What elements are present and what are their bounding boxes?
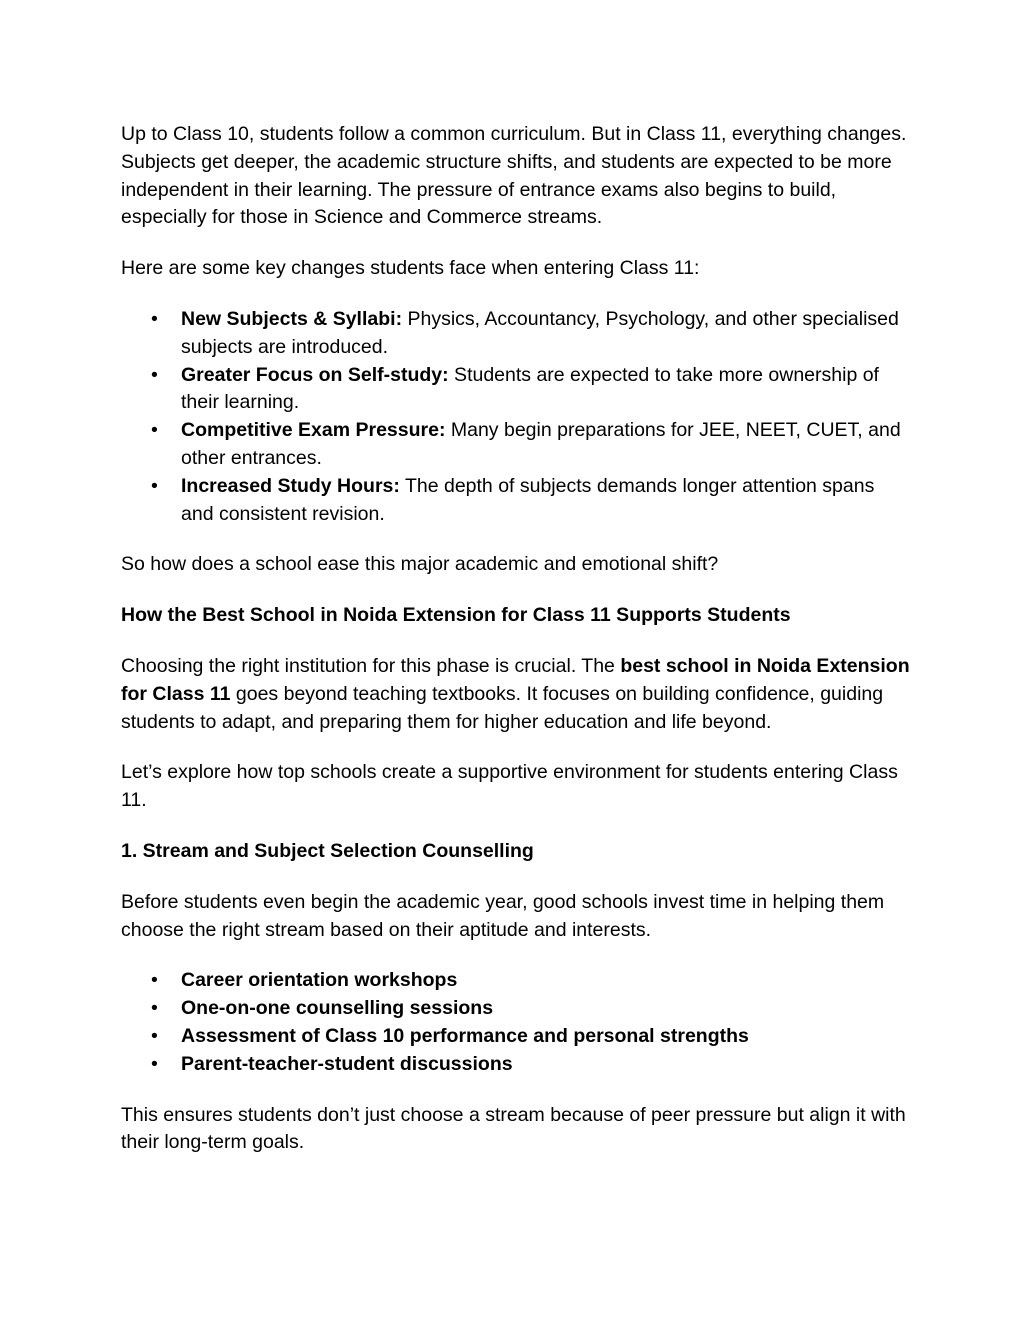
document-body — [121, 121, 911, 1180]
list-item — [181, 1051, 911, 1079]
list-item — [181, 306, 911, 362]
list-item — [181, 417, 911, 473]
choosing-bold-phrase: best school in Noida Extension for Class 11 — [121, 654, 910, 705]
list-item — [181, 362, 911, 418]
choosing-text-end: goes beyond teaching textbooks. It focuses on building confidence, guiding students to adapt, and preparing them for higher education and life beyond. — [121, 682, 884, 733]
list-item-text: One-on-one counselling sessions — [181, 997, 494, 1020]
list-item-text: Students are expected to take more ownership of their learning. — [181, 363, 879, 414]
subheading-stream-counselling: 1. Stream and Subject Selection Counselling — [121, 839, 534, 862]
counselling-intro-paragraph: Before students even begin the academic year, good schools invest time in helping them choose the right stream based on their aptitude and interests. — [121, 890, 885, 941]
list-item — [181, 1023, 911, 1051]
list-item — [181, 967, 911, 995]
changes-lead: Here are some key changes students face when entering Class 11: — [121, 257, 700, 280]
list-item — [181, 995, 911, 1023]
list-item-term: New Subjects & Syllabi: — [181, 307, 403, 330]
question-paragraph: So how does a school ease this major academic and emotional shift? — [121, 553, 719, 576]
list-item-text: Physics, Accountancy, Psychology, and other specialised subjects are introduced. — [181, 307, 899, 358]
closing-paragraph: This ensures students don’t just choose a stream because of peer pressure but align it with their long-term goals. — [121, 1103, 906, 1154]
choosing-text-start: Choosing the right institution for this phase is crucial. The — [121, 654, 621, 677]
list-item-text: Parent-teacher-student discussions — [181, 1052, 513, 1075]
changes-list — [121, 306, 911, 528]
list-item-text: Career orientation workshops — [181, 969, 458, 992]
section-heading: How the Best School in Noida Extension for Class 11 Supports Students — [121, 604, 791, 627]
counselling-list — [121, 967, 911, 1078]
list-item-text: Assessment of Class 10 performance and personal strengths — [181, 1024, 749, 1047]
intro-paragraph: Up to Class 10, students follow a common curriculum. But in Class 11, everything changes. Subjects get deeper, the academic structure shifts, and students are expected to be more independent in their learning. The pressure of entrance exams also begins to build, especially for those in Science and Commerce streams. — [121, 123, 907, 229]
choosing-paragraph — [121, 653, 911, 736]
list-item-term: Increased Study Hours: — [181, 474, 400, 497]
list-item-term: Greater Focus on Self-study: — [181, 363, 449, 386]
list-item-text: Many begin preparations for JEE, NEET, CUET, and other entrances. — [181, 419, 901, 469]
list-item-term: Competitive Exam Pressure: — [181, 419, 446, 442]
explore-paragraph: Let’s explore how top schools create a supportive environment for students entering Class 11. — [121, 761, 898, 812]
list-item — [181, 473, 911, 529]
list-item-text: The depth of subjects demands longer attention spans and consistent revision. — [181, 474, 875, 525]
